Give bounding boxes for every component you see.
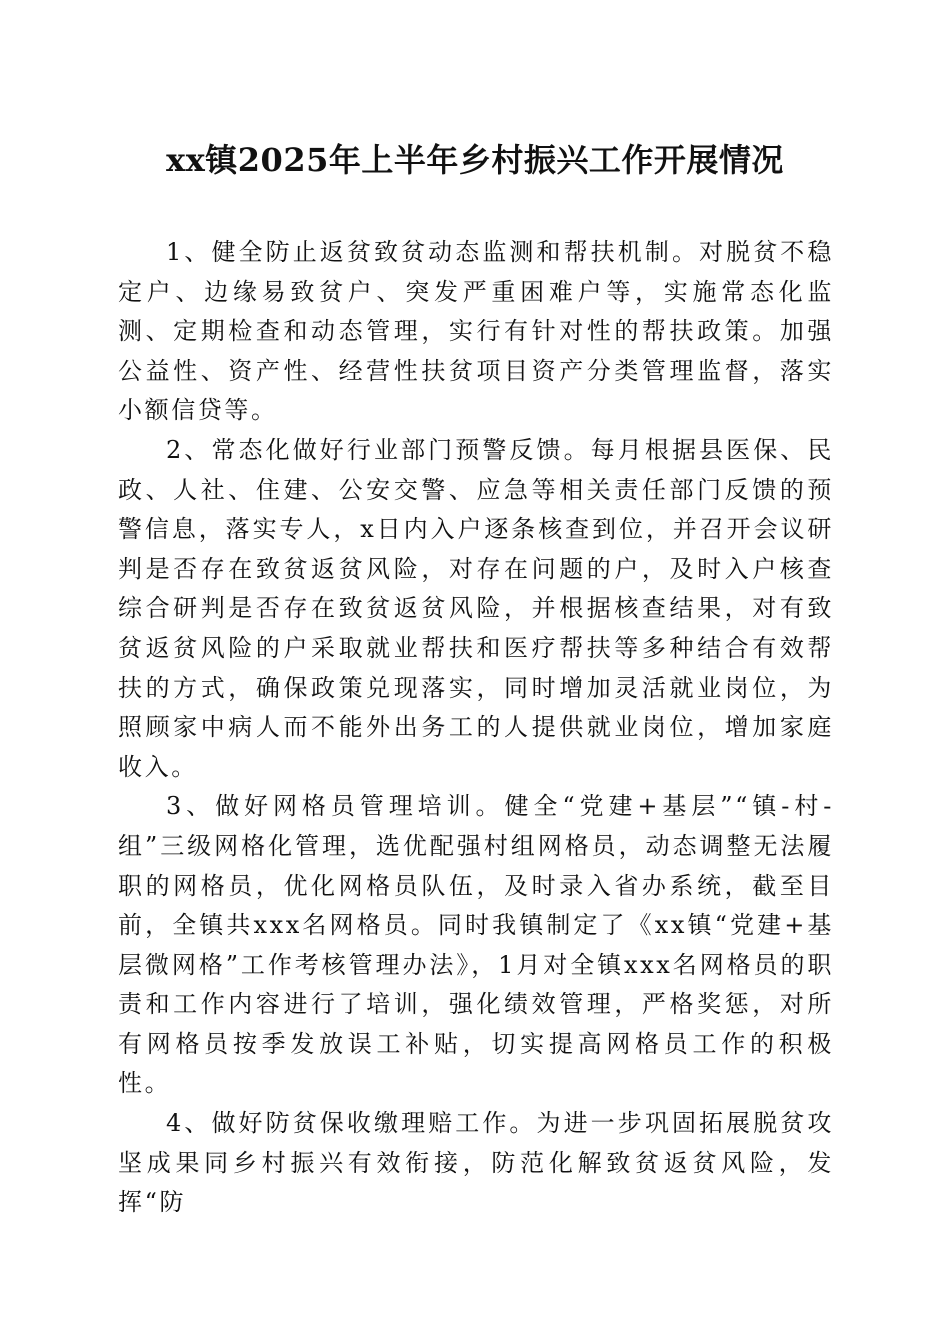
paragraph-1: 1、健全防止返贫致贫动态监测和帮扶机制。对脱贫不稳定户、边缘易致贫户、突发严重困难户等，实施常态化监测、定期检查和动态管理，实行有针对性的帮扶政策。加强公益性、资产性、经营性扶贫项目资产分类管理监督，落实小额信贷等。 xyxy=(118,238,834,425)
paragraph-4: 4、做好防贫保收缴理赔工作。为进一步巩固拓展脱贫攻坚成果同乡村振兴有效衔接，防范化解致贫返贫风险，发挥“防 xyxy=(118,1109,834,1217)
document-title: xx镇2025年上半年乡村振兴工作开展情况 xyxy=(166,141,784,179)
paragraph-3: 3、做好网格员管理培训。健全“党建+基层”“镇-村-组”三级网格化管理，选优配强村组网格员，动态调整无法履职的网格员，优化网格员队伍，及时录入省办系统，截至目前，全镇共xxx名网格员。同时我镇制定了《xx镇“党建+基层微网格”工作考核管理办法》，1月对全镇xxx名网格员的职责和工作内容进行了培训，强化绩效管理，严格奖惩，对所有网格员按季发放误工补贴，切实提高网格员工作的积极性。 xyxy=(118,792,834,1098)
document-body xyxy=(118,233,834,1223)
paragraph-2: 2、常态化做好行业部门预警反馈。每月根据县医保、民政、人社、住建、公安交警、应急等相关责任部门反馈的预警信息，落实专人，x日内入户逐条核查到位，并召开会议研判是否存在致贫返贫风险，对存在问题的户，及时入户核查综合研判是否存在致贫返贫风险，并根据核查结果，对有致贫返贫风险的户采取就业帮扶和医疗帮扶等多种结合有效帮扶的方式，确保政策兑现落实，同时增加灵活就业岗位，为照顾家中病人而不能外出务工的人提供就业岗位，增加家庭收入。 xyxy=(118,435,834,781)
